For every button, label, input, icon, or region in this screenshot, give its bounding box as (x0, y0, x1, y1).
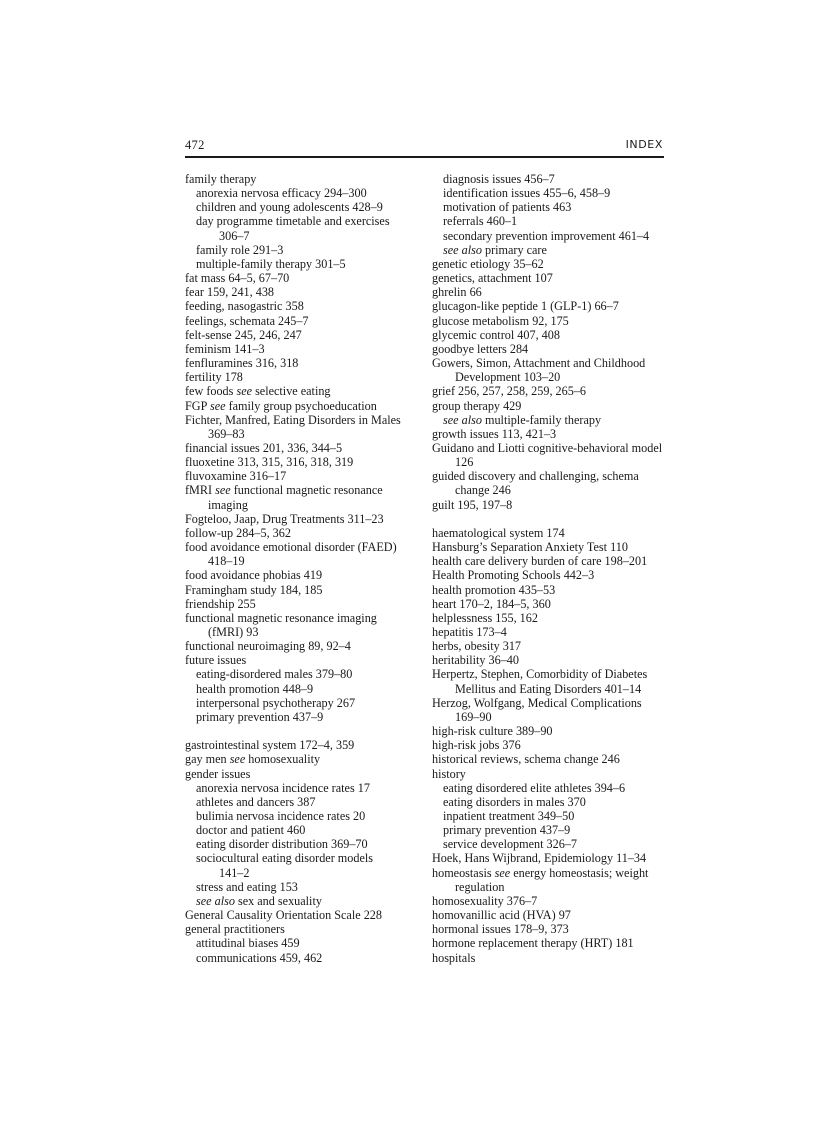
index-subentry: primary prevention 437–9 (443, 823, 571, 838)
index-entry: follow-up 284–5, 362 (185, 525, 291, 540)
index-entry: health care delivery burden of care 198–201 (432, 554, 648, 569)
cross-reference-target: selective eating (252, 384, 331, 399)
index-entry: Fogteloo, Jaap, Drug Treatments 311–23 (185, 511, 384, 526)
index-subentry: family role 291–3 (196, 242, 284, 257)
index-entry-continuation: Development 103–20 (455, 370, 561, 385)
index-entry-continuation: 141–2 (219, 865, 250, 880)
index-subentry: multiple-family therapy 301–5 (196, 256, 346, 271)
index-entry: feelings, schemata 245–7 (185, 313, 309, 328)
index-entry: homovanillic acid (HVA) 97 (432, 908, 571, 923)
index-entry: Hansburg’s Separation Anxiety Test 110 (432, 540, 628, 555)
index-entry: fluvoxamine 316–17 (185, 469, 287, 484)
index-subentry: eating-disordered males 379–80 (196, 667, 353, 682)
index-entry: haematological system 174 (432, 525, 565, 540)
index-entry: guided discovery and challenging, schema (432, 469, 639, 484)
index-entry: gastrointestinal system 172–4, 359 (185, 738, 355, 753)
index-entry: guilt 195, 197–8 (432, 497, 513, 512)
page-number: 472 (185, 138, 205, 152)
index-entry: Herpertz, Stephen, Comorbidity of Diabetes (432, 667, 648, 682)
index-entry: Hoek, Hans Wijbrand, Epidemiology 11–34 (432, 851, 647, 866)
cross-reference-target: primary care (481, 242, 547, 257)
index-entry: hormonal issues 178–9, 373 (432, 922, 569, 937)
index-subentry: sociocultural eating disorder models (196, 851, 374, 866)
index-entry: fear 159, 241, 438 (185, 285, 275, 300)
cross-reference-label: see (494, 865, 511, 880)
index-entry-continuation: Mellitus and Eating Disorders 401–14 (455, 681, 642, 696)
section-gap (432, 512, 668, 526)
index-entry: health promotion 435–53 (432, 582, 556, 597)
index-subentry: diagnosis issues 456–7 (443, 172, 555, 186)
index-entry: fertility 178 (185, 370, 243, 385)
index-entry: Herzog, Wolfgang, Medical Complications (432, 695, 642, 710)
index-entry: General Causality Orientation Scale 228 (185, 908, 382, 923)
index-entry: helplessness 155, 162 (432, 610, 538, 625)
index-column-right (432, 172, 668, 965)
index-subentry: stress and eating 153 (196, 879, 298, 894)
index-subentry: attitudinal biases 459 (196, 936, 300, 951)
index-subentry: interpersonal psychotherapy 267 (196, 695, 356, 710)
cross-reference-target: multiple-family therapy (481, 412, 602, 427)
index-entry: group therapy 429 (432, 398, 522, 413)
index-entry (432, 866, 668, 880)
index-entry (185, 384, 425, 398)
index-subentry: eating disordered elite athletes 394–6 (443, 780, 626, 795)
running-head: INDEX (625, 138, 663, 151)
cross-reference-label: see also (196, 893, 235, 908)
index-subentry: service development 326–7 (443, 837, 578, 852)
index-entry: herbs, obesity 317 (432, 639, 522, 654)
index-entry: future issues (185, 653, 247, 668)
index-entry: growth issues 113, 421–3 (432, 426, 557, 441)
index-entry: glucose metabolism 92, 175 (432, 313, 569, 328)
index-entry: genetics, attachment 107 (432, 271, 553, 286)
index-subentry: athletes and dancers 387 (196, 794, 316, 809)
index-subentry: secondary prevention improvement 461–4 (443, 228, 650, 243)
index-entry: Framingham study 184, 185 (185, 582, 323, 597)
index-entry: hepatitis 173–4 (432, 624, 507, 639)
index-entry: history (432, 766, 466, 781)
index-entry: high-risk culture 389–90 (432, 724, 553, 739)
index-subentry: health promotion 448–9 (196, 681, 314, 696)
entry-term: fMRI (185, 483, 216, 498)
index-entry-continuation: change 246 (455, 483, 511, 498)
index-entry (185, 399, 425, 413)
cross-reference-label: see (236, 384, 253, 399)
index-entry: hormone replacement therapy (HRT) 181 (432, 936, 634, 951)
page-header (185, 138, 663, 156)
index-entry-continuation: 369–83 (208, 426, 245, 441)
index-entry: glucagon-like peptide 1 (GLP-1) 66–7 (432, 299, 619, 314)
index-entry: Guidano and Liotti cognitive-behavioral model (432, 440, 663, 455)
cross-reference-target: homosexuality (245, 752, 321, 767)
index-entry: hospitals (432, 950, 476, 965)
index-subentry (432, 243, 668, 257)
index-entry-continuation: 418–19 (208, 554, 245, 569)
index-entry: feminism 141–3 (185, 341, 265, 356)
cross-reference-target: energy homeostasis; weight (510, 865, 649, 880)
index-entry-continuation: (fMRI) 93 (208, 625, 259, 639)
index-entry (185, 483, 425, 497)
index-entry: functional neuroimaging 89, 92–4 (185, 639, 351, 654)
index-entry: ghrelin 66 (432, 285, 482, 300)
header-rule (185, 156, 664, 158)
index-entry: Health Promoting Schools 442–3 (432, 568, 595, 583)
index-entry-continuation: imaging (208, 497, 248, 512)
index-entry-continuation: 126 (455, 455, 474, 470)
cross-reference-label: see (215, 483, 231, 498)
index-subentry: anorexia nervosa efficacy 294–300 (196, 186, 367, 201)
index-entry: historical reviews, schema change 246 (432, 752, 620, 767)
index-subentry: eating disorder distribution 369–70 (196, 837, 368, 852)
index-entry: fat mass 64–5, 67–70 (185, 271, 290, 286)
index-entry: Fichter, Manfred, Eating Disorders in Males (185, 412, 401, 427)
index-entry: Gowers, Simon, Attachment and Childhood (432, 356, 646, 371)
index-entry: gender issues (185, 766, 251, 781)
index-entry: functional magnetic resonance imaging (185, 610, 377, 625)
index-entry-continuation: 306–7 (219, 228, 250, 243)
index-entry-continuation: 169–90 (455, 709, 492, 724)
index-subentry: motivation of patients 463 (443, 200, 572, 215)
entry-term: homeostasis (432, 865, 495, 880)
index-subentry: primary prevention 437–9 (196, 709, 324, 724)
index-subentry: doctor and patient 460 (196, 823, 306, 838)
index-entry: food avoidance phobias 419 (185, 568, 323, 583)
entry-term: gay men (185, 752, 230, 767)
index-subentry: communications 459, 462 (196, 950, 323, 965)
index-entry: food avoidance emotional disorder (FAED) (185, 540, 397, 555)
index-subentry (185, 894, 425, 908)
index-subentry (432, 413, 668, 427)
index-entry: genetic etiology 35–62 (432, 256, 544, 271)
index-entry: heritability 36–40 (432, 653, 519, 668)
index-entry: felt-sense 245, 246, 247 (185, 327, 302, 342)
index-entry: goodbye letters 284 (432, 341, 529, 356)
entry-term: few foods (185, 384, 237, 399)
index-entry: grief 256, 257, 258, 259, 265–6 (432, 384, 587, 399)
cross-reference-target: family group psychoeducation (225, 398, 377, 413)
index-subentry: anorexia nervosa incidence rates 17 (196, 780, 370, 795)
index-entry: fluoxetine 313, 315, 316, 318, 319 (185, 455, 354, 470)
index-entry: family therapy (185, 172, 257, 186)
cross-reference-label: see also (443, 242, 482, 257)
index-entry: high-risk jobs 376 (432, 738, 521, 753)
index-subentry: identification issues 455–6, 458–9 (443, 186, 611, 201)
cross-reference-target: functional magnetic resonance (230, 483, 383, 498)
section-gap (185, 724, 425, 738)
index-subentry: bulimia nervosa incidence rates 20 (196, 809, 366, 824)
index-entry: friendship 255 (185, 596, 256, 611)
index-subentry: eating disorders in males 370 (443, 794, 586, 809)
cross-reference-target: sex and sexuality (234, 893, 322, 908)
index-entry: glycemic control 407, 408 (432, 327, 560, 342)
index-subentry: children and young adolescents 428–9 (196, 200, 383, 215)
cross-reference-label: see also (443, 412, 482, 427)
index-entry (185, 752, 425, 766)
index-entry: feeding, nasogastric 358 (185, 299, 304, 314)
index-entry: homosexuality 376–7 (432, 893, 538, 908)
index-entry: financial issues 201, 336, 344–5 (185, 440, 343, 455)
index-entry: heart 170–2, 184–5, 360 (432, 596, 551, 611)
index-subentry: referrals 460–1 (443, 214, 518, 229)
entry-term: FGP (185, 398, 210, 413)
index-entry: fenfluramines 316, 318 (185, 356, 299, 371)
index-subentry: inpatient treatment 349–50 (443, 809, 575, 824)
index-entry: general practitioners (185, 922, 285, 937)
cross-reference-label: see (209, 398, 226, 413)
index-subentry: day programme timetable and exercises (196, 214, 390, 229)
cross-reference-label: see (229, 752, 246, 767)
index-column-left (185, 172, 425, 965)
index-entry-continuation: regulation (455, 879, 505, 894)
